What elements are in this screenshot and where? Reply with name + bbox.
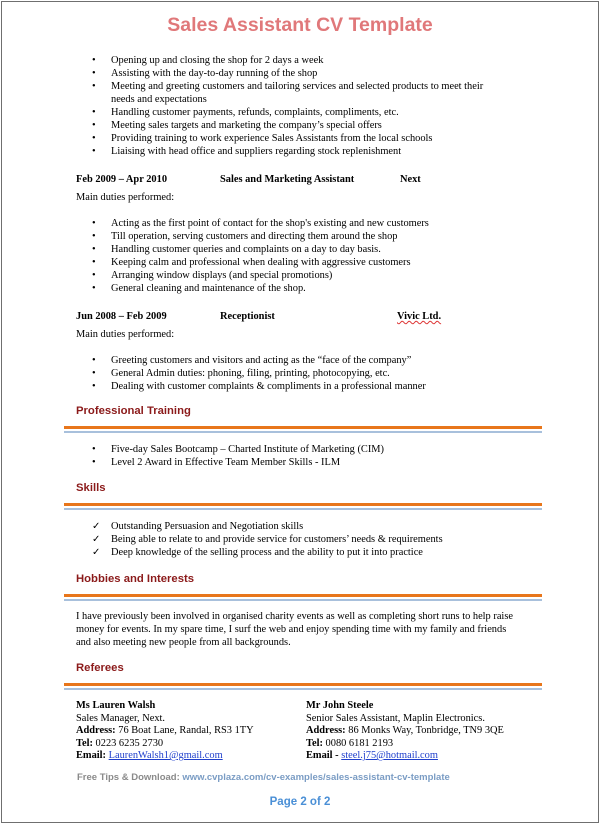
- list-item: • Acting as the first point of contact for the shop's existing and new customers: [92, 217, 492, 230]
- cv-page: [1, 1, 599, 823]
- list-item: • Greeting customers and visitors and acting as the “face of the company”: [92, 354, 492, 367]
- job-duty-list: [92, 354, 492, 393]
- job-dates: Jun 2008 – Feb 2009: [76, 311, 167, 322]
- job-employer: Next: [400, 174, 421, 185]
- page-title: Sales Assistant CV Template: [167, 14, 433, 36]
- job-role: Receptionist: [220, 311, 275, 322]
- list-item: • Opening up and closing the shop for 2 days a week: [92, 54, 492, 67]
- tips-url-link[interactable]: www.cvplaza.com/cv-examples/sales-assistant-cv-template: [182, 772, 450, 783]
- referee-name: Ms Lauren Walsh: [76, 700, 156, 711]
- referee-address: 76 Boat Lane, Randal, RS3 1TY: [118, 725, 254, 736]
- job-role: Sales and Marketing Assistant: [220, 174, 355, 185]
- list-item: ✓ Deep knowledge of the selling process and the ability to put it into practice: [92, 546, 492, 559]
- section-divider: [64, 426, 542, 433]
- referee-email-link[interactable]: LaurenWalsh1@gmail.com: [108, 750, 223, 761]
- hobbies-heading: Hobbies and Interests: [76, 573, 195, 585]
- referees-heading: Referees: [76, 662, 124, 674]
- list-item: • Arranging window displays (and special promotions): [92, 269, 492, 282]
- address-label: Address:: [76, 725, 116, 736]
- training-heading: Professional Training: [76, 405, 191, 417]
- list-item: • Providing training to work experience Sales Assistants from the local schools: [92, 132, 492, 145]
- list-item: • Till operation, serving customers and directing them around the shop: [92, 230, 492, 243]
- referee-position: Sales Manager, Next.: [76, 712, 166, 724]
- training-list: [92, 443, 492, 469]
- duties-label: Main duties performed:: [76, 192, 175, 203]
- job-employer: Vivic Ltd.: [397, 311, 442, 322]
- tel-label: Tel:: [306, 737, 323, 749]
- list-item: • Keeping calm and professional when dealing with aggressive customers: [92, 256, 492, 269]
- tips-label: Free Tips & Download:: [77, 772, 180, 783]
- list-item: • Handling customer payments, refunds, complaints, compliments, etc.: [92, 106, 492, 119]
- list-item: • General cleaning and maintenance of the shop.: [92, 282, 492, 295]
- referee-name: Mr John Steele: [306, 700, 374, 711]
- list-item: • Five-day Sales Bootcamp – Charted Institute of Marketing (CIM): [92, 443, 492, 456]
- section-divider: [64, 594, 542, 601]
- list-item: • Meeting and greeting customers and tailoring services and selected products to meet their needs and expectations: [92, 80, 492, 106]
- referee-tel: 0080 6181 2193: [325, 737, 394, 749]
- list-item: ✓ Outstanding Persuasion and Negotiation skills: [92, 520, 492, 533]
- referee-card: [76, 700, 254, 763]
- footer-tips: [77, 772, 450, 783]
- referee-card: [306, 700, 504, 763]
- list-item: • Assisting with the day-to-day running of the shop: [92, 67, 492, 80]
- referee-tel: 0223 6235 2730: [95, 737, 164, 749]
- hobbies-text: I have previously been involved in organised charity events as well as completing short runs to help raise money for events. In my spare time, I surf the web and enjoy spending time with my family and friends and also meeting new people from all backgrounds.: [76, 611, 513, 648]
- list-item: • Handling customer queries and complaints on a day to day basis.: [92, 243, 492, 256]
- email-label: Email -: [306, 750, 339, 761]
- email-label: Email:: [76, 750, 107, 761]
- list-item: • General Admin duties: phoning, filing, printing, photocopying, etc.: [92, 367, 492, 380]
- tel-label: Tel:: [76, 737, 93, 749]
- section-divider: [64, 683, 542, 690]
- skills-list: [92, 520, 492, 559]
- referee-address: 86 Monks Way, Tonbridge, TN9 3QE: [348, 725, 504, 736]
- skills-heading: Skills: [76, 482, 106, 494]
- referee-email-link[interactable]: steel.j75@hotmail.com: [341, 750, 438, 761]
- referee-position: Senior Sales Assistant, Maplin Electronics.: [306, 712, 485, 724]
- list-item: • Meeting sales targets and marketing the company’s special offers: [92, 119, 492, 132]
- list-item: • Dealing with customer complaints & compliments in a professional manner: [92, 380, 492, 393]
- job-duty-list: [92, 217, 492, 295]
- list-item: ✓ Being able to relate to and provide service for customers’ needs & requirements: [92, 533, 492, 546]
- duties-label: Main duties performed:: [76, 329, 175, 340]
- page-number: Page 2 of 2: [269, 796, 331, 808]
- section-divider: [64, 503, 542, 510]
- address-label: Address:: [306, 725, 346, 736]
- job-dates: Feb 2009 – Apr 2010: [76, 174, 168, 185]
- list-item: • Level 2 Award in Effective Team Member Skills - ILM: [92, 456, 492, 469]
- list-item: • Liaising with head office and suppliers regarding stock replenishment: [92, 145, 492, 158]
- intro-duty-list: [92, 54, 492, 158]
